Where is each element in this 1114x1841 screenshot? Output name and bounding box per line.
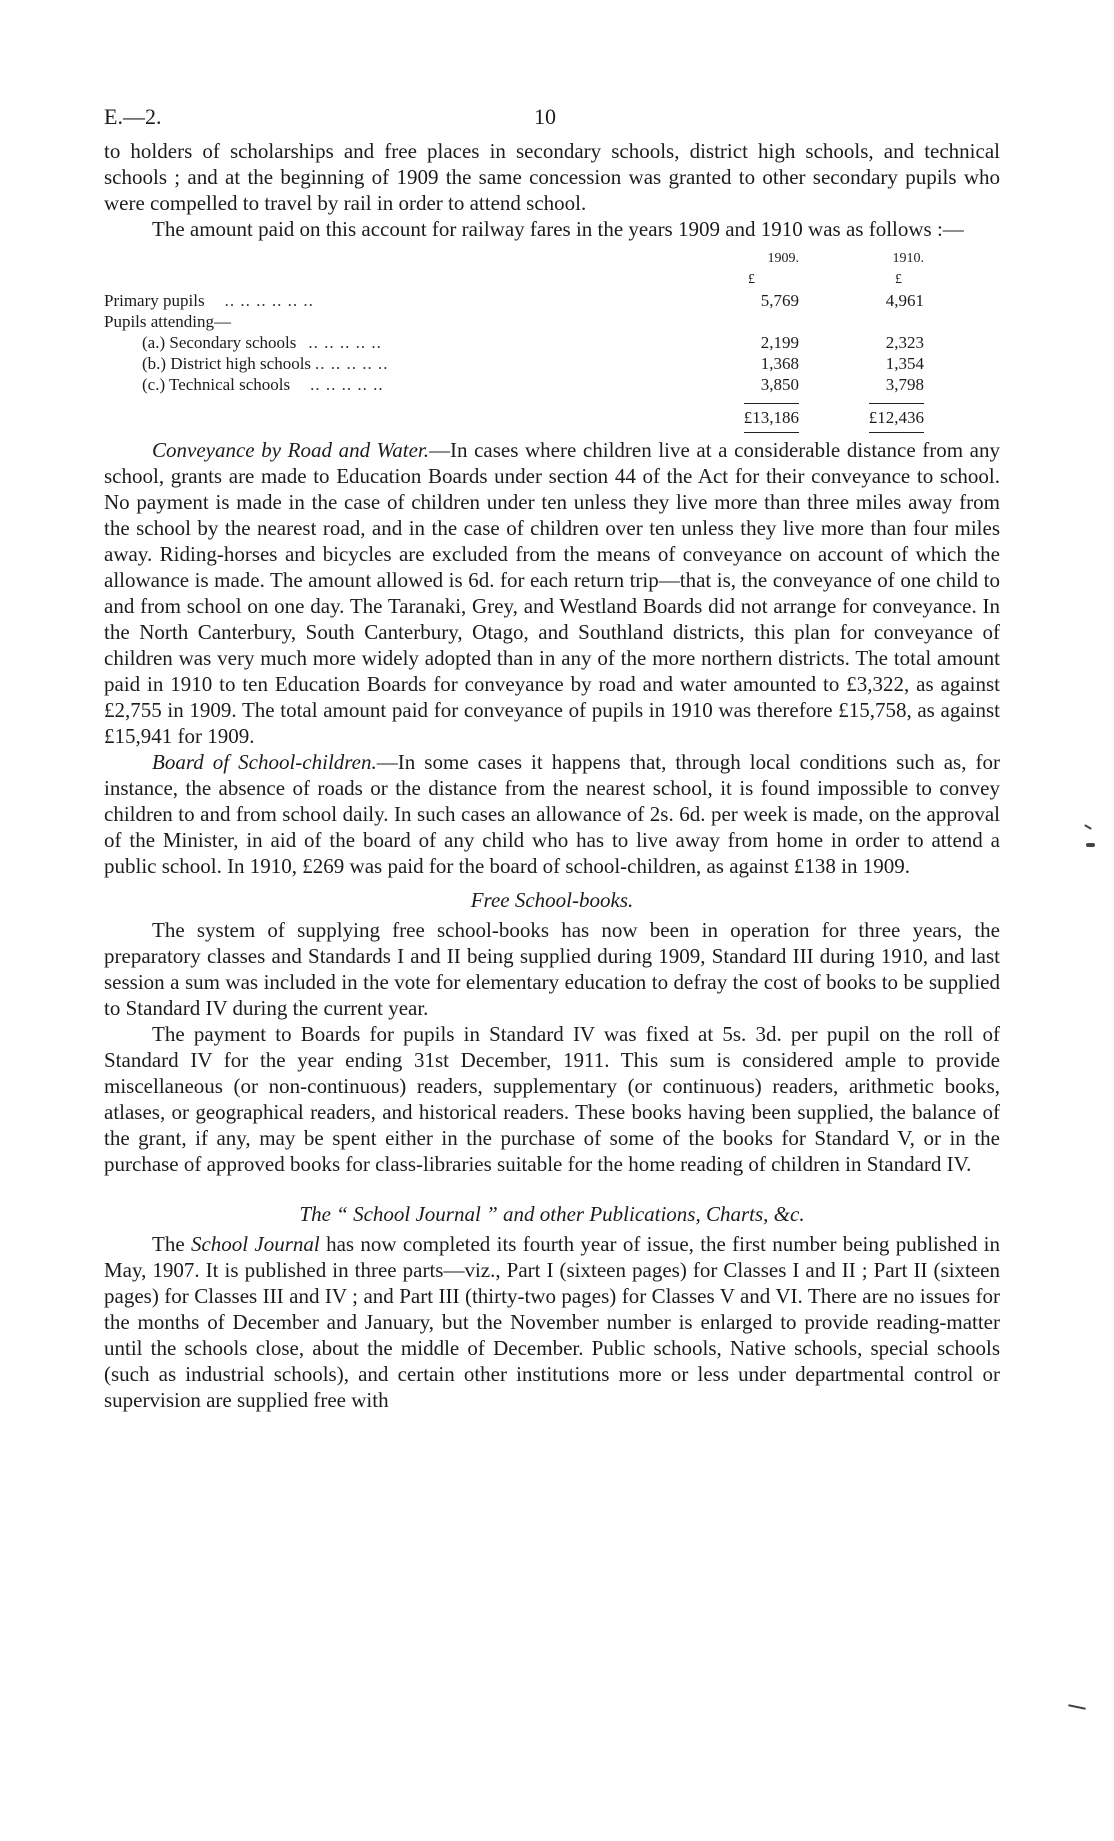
row-label: Pupils attending—	[104, 312, 232, 331]
cell-1909	[674, 311, 799, 332]
margin-mark	[1084, 824, 1092, 830]
table-total-row	[104, 403, 924, 433]
paragraph-conveyance	[104, 437, 1000, 749]
document-reference: E.—2.	[104, 104, 162, 129]
row-label: (c.) Technical schools	[142, 375, 291, 394]
column-header-1910: 1910.	[892, 251, 924, 266]
section-heading-free-books: Free School-books.	[470, 888, 634, 912]
paragraph-railway-concession: to holders of scholarships and free places in secondary schools, district high schools, and technical schools ; and at the beginning of 1909 the same concession was granted to other secondary pupils who were compelled to travel by rail in order to attend school.	[104, 139, 1000, 215]
total-1909: £13,186	[744, 403, 799, 433]
table-row	[104, 290, 924, 311]
paragraph-free-books-1: The system of supplying free school-books has now been in operation for three years, the preparatory classes and Standards I and II being supplied during 1909, Standard III during 1910, and last session a sum was included in the vote for elementary education to defray the cost of books to be supplied to Standard IV during the current year.	[104, 918, 1000, 1020]
unit-1909: £	[748, 272, 755, 287]
column-header-1909: 1909.	[767, 251, 799, 266]
margin-mark	[1068, 1704, 1086, 1710]
cell-1910: 1,354	[885, 354, 924, 373]
conveyance-heading: Conveyance by Road and Water.	[152, 438, 429, 462]
total-1910: £12,436	[869, 403, 924, 433]
cell-1910: 3,798	[885, 375, 924, 394]
board-heading: Board of School-children.	[152, 750, 377, 774]
paragraph-school-journal: The School Journal has now completed its fourth year of issue, the first number being published in May, 1907. It is published in three parts—viz., Part I (sixteen pages) for Classes I and II ; Part II (sixteen pages) for Classes III and IV ; and Part III (thirty-two pages) for Classes V and VI. There are no issues for the months of December and January, but the November number is enlarged to provide reading-matter until the schools close, about the middle of December. Public schools, Native schools, special schools (such as industrial schools), and certain other institutions more or less under departmental control or supervision are supplied free with	[104, 1232, 1001, 1412]
cell-1910: 2,323	[885, 333, 924, 352]
table-row	[104, 311, 924, 332]
margin-mark	[1086, 843, 1095, 847]
cell-1909: 2,199	[760, 333, 799, 352]
railway-fares-table	[104, 248, 924, 433]
paragraph-board	[104, 749, 1000, 879]
table-header-row	[104, 248, 924, 269]
table-row	[104, 353, 924, 374]
table-row	[104, 332, 924, 353]
cell-1910: 4,961	[885, 291, 924, 310]
leader-dots: .. .. .. .. ..	[308, 333, 382, 352]
cell-1909: 3,850	[760, 375, 799, 394]
section-heading-school-journal: The “ School Journal ” and other Publications, Charts, &c.	[299, 1202, 805, 1226]
row-label: (a.) Secondary schools	[142, 333, 297, 352]
cell-1909: 1,368	[760, 354, 799, 373]
paragraph-railway-amount: The amount paid on this account for railway fares in the years 1909 and 1910 was as follows :—	[152, 217, 964, 241]
unit-1910: £	[895, 272, 902, 287]
table-units-row	[104, 269, 924, 290]
school-journal-title: School Journal	[190, 1232, 320, 1256]
page-body	[104, 138, 1000, 1413]
leader-dots: .. .. .. .. ..	[315, 354, 389, 373]
page-header	[104, 104, 1008, 134]
row-label: (b.) District high schools	[142, 354, 312, 373]
cell-1910	[799, 311, 924, 332]
table-row	[104, 374, 924, 395]
leader-dots: .. .. .. .. ..	[310, 375, 384, 394]
cell-1909: 5,769	[760, 291, 799, 310]
leader-dots: .. .. .. .. .. ..	[224, 291, 314, 310]
board-text: —In some cases it happens that, through local conditions such as, for instance, the absence of roads or the distance from the nearest school, it is found impossible to convey children to and from school daily. In such cases an allowance of 2s. 6d. per week is made, on the approval of the Minister, in aid of the board of any child who has to live away from home in order to attend a public school. In 1910, £269 was paid for the board of school-children, as against £138 in 1909.	[104, 750, 1000, 878]
paragraph-free-books-2: The payment to Boards for pupils in Standard IV was fixed at 5s. 3d. per pupil on the roll of Standard IV for the year ending 31st December, 1911. This sum is considered ample to provide miscellaneous (or non-continuous) readers, supplementary (or continuous) readers, arithmetic books, atlases, or geographical readers, and historical readers. These books having been supplied, the balance of the grant, if any, may be spent either in the purchase of some of the books for Standard V, or in the purchase of approved books for class-libraries suitable for the home reading of children in Standard IV.	[104, 1022, 1000, 1176]
conveyance-text: —In cases where children live at a considerable distance from any school, grants are made to Education Boards under section 44 of the Act for their conveyance to school. No payment is made in the case of children under ten unless they live more than three miles away from the school by the nearest road, and in the case of children over ten unless they live more than four miles away. Riding-horses and bicycles are excluded from the means of conveyance on account of which the allowance is made. The amount allowed is 6d. for each return trip—that is, the conveyance of one child to and from school on one day. The Taranaki, Grey, and Westland Boards did not arrange for conveyance. In the North Canterbury, South Canterbury, Otago, and Southland districts, this plan for conveyance of children was very much more widely adopted than in any of the more northern districts. The total amount paid in 1910 to ten Education Boards for conveyance by road and water amounted to £3,322, as against £2,755 in 1909. The total amount paid for conveyance of pupils in 1910 was therefore £15,758, as against £15,941 for 1909.	[104, 438, 1000, 748]
row-label: Primary pupils	[104, 291, 205, 310]
page-number: 10	[534, 104, 556, 129]
